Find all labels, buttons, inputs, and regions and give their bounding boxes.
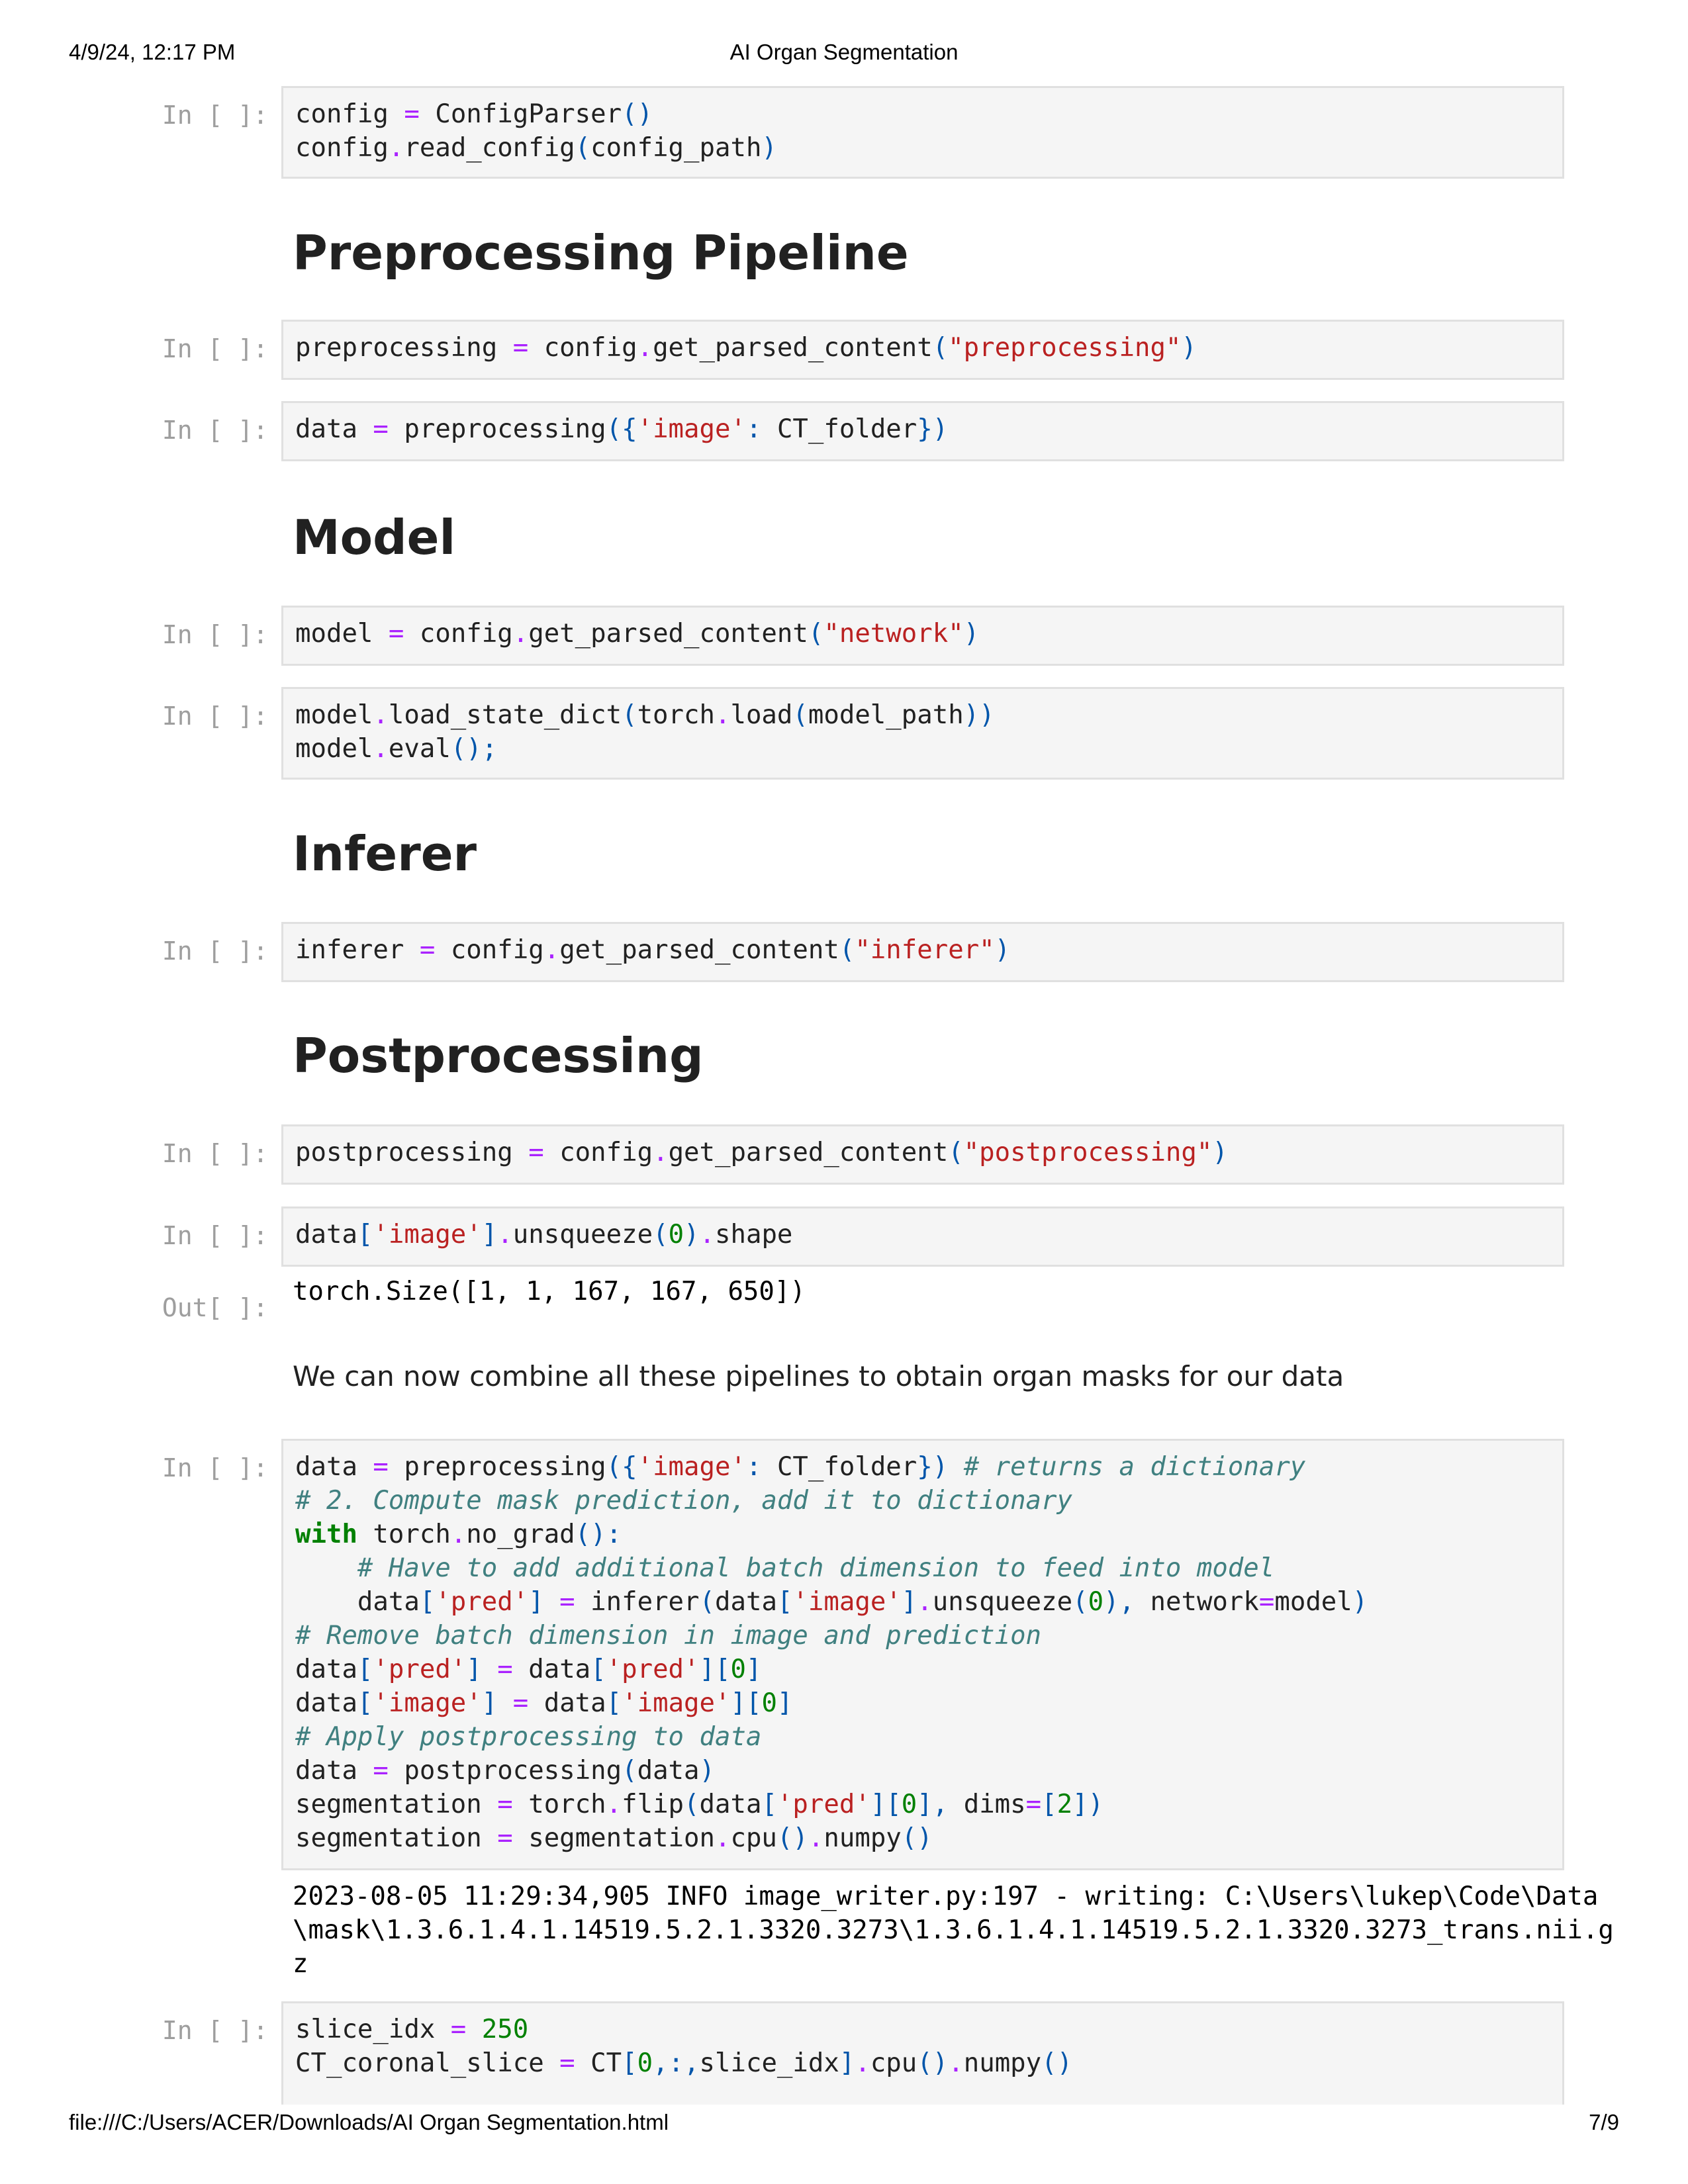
- code-cell[interactable]: [281, 606, 1564, 666]
- code-block: data = preprocessing({'image': CT_folder}) # returns a dictionary # 2. Compute mask prediction, add it to dictionary with torch.no_grad(): # Have to add additional batch dimension to feed into model data['pred'] = inferer(data['image'].unsqueeze(0), network=model) # Remove batch dimension in image and prediction data['pred'] = data['pred'][0] data['image'] = data['image'][0] # Apply postprocessing to data data = postprocessing(data) segmentation = torch.flip(data['pred'][0], dims=[2]) segmentation = segmentation.cpu().numpy(): [295, 1452, 1368, 1853]
- markdown-text: We can now combine all these pipelines to obtain organ masks for our data: [293, 1360, 1344, 1392]
- code-cell[interactable]: [281, 320, 1564, 380]
- code-block: postprocessing = config.get_parsed_content("postprocessing"): [295, 1138, 1228, 1167]
- heading-model: Model: [293, 510, 456, 565]
- code-block: config = ConfigParser() config.read_config(config_path): [295, 99, 777, 163]
- code-block: slice_idx = 250 CT_coronal_slice = CT[0,:,slice_idx].cpu().numpy(): [295, 2015, 1073, 2078]
- code-cell[interactable]: [281, 2001, 1564, 2105]
- output-log: 2023-08-05 11:29:34,905 INFO image_writer.py:197 - writing: C:\Users\lukep\Code\Data \mask\1.3.6.1.4.1.14519.5.2.1.3320.3273\1.3.6.1.4.1.14519.5.2.1.3320.3273_trans.nii.g z: [293, 1882, 1614, 1979]
- code-cell[interactable]: [281, 86, 1564, 179]
- input-prompt: In [ ]:: [162, 2016, 268, 2045]
- input-prompt: In [ ]:: [162, 620, 268, 649]
- print-datetime: 4/9/24, 12:17 PM: [69, 40, 236, 64]
- input-prompt: In [ ]:: [162, 416, 268, 445]
- heading-preprocessing: Preprocessing Pipeline: [293, 225, 909, 281]
- print-title: AI Organ Segmentation: [729, 40, 959, 64]
- code-cell[interactable]: [281, 922, 1564, 982]
- input-prompt: In [ ]:: [162, 1139, 268, 1168]
- input-prompt: In [ ]:: [162, 1453, 268, 1482]
- output-prompt: Out[ ]:: [162, 1293, 268, 1322]
- print-file-path: file:///C:/Users/ACER/Downloads/AI Organ Segmentation.html: [69, 2110, 669, 2134]
- code-cell[interactable]: [281, 687, 1564, 780]
- input-prompt: In [ ]:: [162, 334, 268, 363]
- input-prompt: In [ ]:: [162, 101, 268, 130]
- code-cell[interactable]: [281, 1124, 1564, 1185]
- input-prompt: In [ ]:: [162, 702, 268, 731]
- code-cell[interactable]: [281, 1206, 1564, 1267]
- input-prompt: In [ ]:: [162, 936, 268, 966]
- output-shape: torch.Size([1, 1, 167, 167, 650]): [293, 1277, 806, 1306]
- code-block: model.load_state_dict(torch.load(model_path)) model.eval();: [295, 700, 995, 764]
- page-number: 7/9: [1589, 2110, 1619, 2134]
- input-prompt: In [ ]:: [162, 1221, 268, 1250]
- code-block: model = config.get_parsed_content("network"): [295, 619, 980, 649]
- code-block: data['image'].unsqueeze(0).shape: [295, 1220, 793, 1250]
- heading-postprocessing: Postprocessing: [293, 1028, 704, 1083]
- code-block: preprocessing = config.get_parsed_content("preprocessing"): [295, 333, 1197, 363]
- code-cell[interactable]: [281, 1439, 1564, 1870]
- code-cell[interactable]: [281, 401, 1564, 461]
- code-block: inferer = config.get_parsed_content("inferer"): [295, 935, 1011, 965]
- heading-inferer: Inferer: [293, 826, 477, 882]
- code-block: data = preprocessing({'image': CT_folder}): [295, 414, 949, 444]
